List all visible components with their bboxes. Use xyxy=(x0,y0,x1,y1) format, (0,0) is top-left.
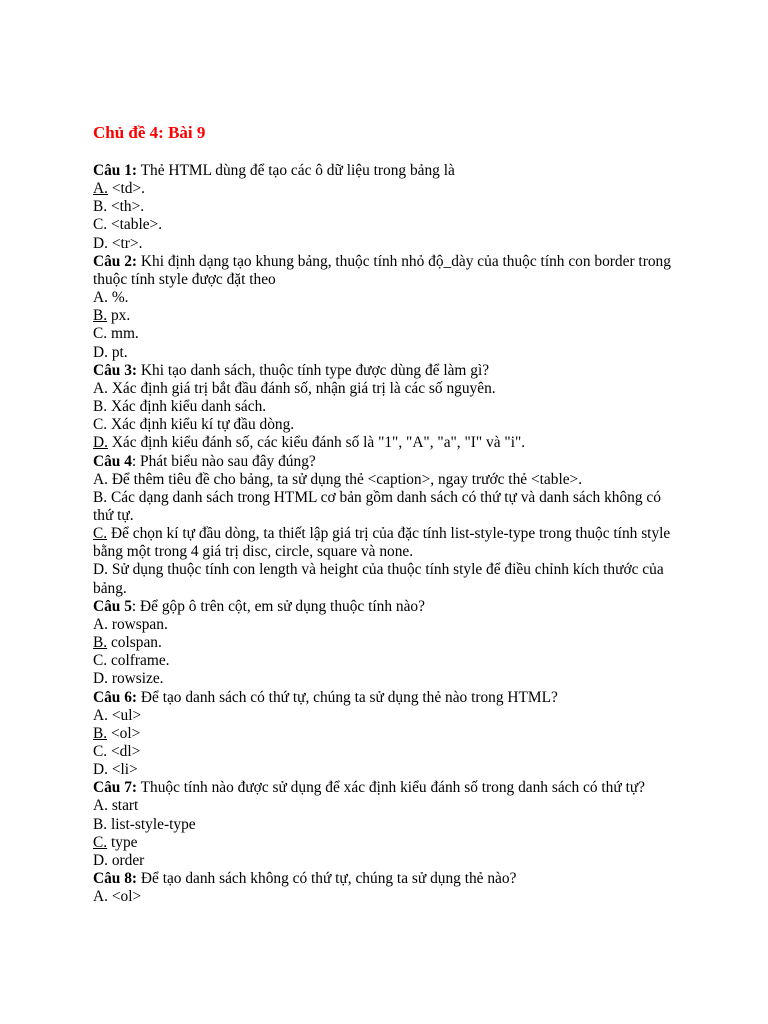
answer-letter: D. xyxy=(93,670,108,688)
answer-text: rowspan. xyxy=(107,615,168,633)
question-text xyxy=(93,598,683,616)
answer-letter: A. xyxy=(93,615,108,633)
answer-letter: A. xyxy=(93,379,108,397)
answer-option xyxy=(93,216,683,234)
answer-text: <ol> xyxy=(107,724,141,742)
answer-option xyxy=(93,888,683,906)
answer-option xyxy=(93,380,683,398)
answer-letter: A. xyxy=(93,797,108,815)
answer-option xyxy=(93,325,683,343)
question-block xyxy=(93,453,683,598)
question-prompt: : Để gộp ô trên cột, em sử dụng thuộc tính nào? xyxy=(131,597,425,615)
answer-option xyxy=(93,725,683,743)
answer-option xyxy=(93,852,683,870)
answer-letter: A. xyxy=(93,470,108,488)
document-page xyxy=(93,121,683,906)
answer-option xyxy=(93,707,683,725)
page-title: Chủ đề 4: Bài 9 xyxy=(93,123,206,142)
answer-option xyxy=(93,344,683,362)
question-number: Câu 1: xyxy=(93,162,138,179)
question-number: Câu 8: xyxy=(93,870,138,888)
correct-answer-letter: A. xyxy=(93,180,108,198)
answer-text: <li> xyxy=(107,761,138,779)
answer-text: Để chọn kí tự đầu dòng, ta thiết lập giá trị của đặc tính list-style-type trong thuộc tính style bằng một trong 4 giá trị disc, circle, square và none. xyxy=(93,525,671,561)
question-number: Câu 4 xyxy=(93,452,132,470)
question-text xyxy=(93,870,683,888)
answer-letter: B. xyxy=(93,198,108,216)
question-number: Câu 6: xyxy=(93,688,138,706)
answer-text: Xác định kiểu danh sách. xyxy=(107,398,267,416)
answer-option xyxy=(93,634,683,652)
answer-text: <td>. xyxy=(107,180,145,198)
question-block xyxy=(93,362,683,453)
answer-option xyxy=(93,398,683,416)
answer-option xyxy=(93,761,683,779)
question-text xyxy=(93,162,683,180)
answer-option xyxy=(93,180,683,198)
answer-option xyxy=(93,670,683,688)
answer-text: pt. xyxy=(107,343,128,361)
question-text xyxy=(93,253,683,289)
correct-answer-letter: B. xyxy=(93,724,108,742)
answer-text: list-style-type xyxy=(107,815,196,833)
answer-option xyxy=(93,416,683,434)
answer-text: mm. xyxy=(107,325,139,343)
question-block xyxy=(93,253,683,362)
answer-text: Xác định kiểu kí tự đầu dòng. xyxy=(107,416,295,434)
answer-text: rowsize. xyxy=(107,670,164,688)
answer-letter: D. xyxy=(93,561,108,579)
answer-letter: C. xyxy=(93,325,108,343)
question-text xyxy=(93,689,683,707)
answer-letter: D. xyxy=(93,234,108,252)
answer-text: %. xyxy=(107,289,129,307)
answer-text: type xyxy=(107,833,138,851)
answer-option xyxy=(93,561,683,597)
answer-option xyxy=(93,489,683,525)
answer-option xyxy=(93,434,683,452)
answer-letter: A. xyxy=(93,888,108,906)
answer-text: Để thêm tiêu đề cho bảng, ta sử dụng thẻ <caption>, ngay trước thẻ <table>. xyxy=(107,470,583,488)
answer-option xyxy=(93,198,683,216)
question-number: Câu 3: xyxy=(93,361,138,379)
answer-text: px. xyxy=(107,307,131,325)
answer-text: Xác định giá trị bắt đầu đánh số, nhận giá trị là các số nguyên. xyxy=(107,379,496,397)
answer-text: Xác định kiểu đánh số, các kiểu đánh số là "1", "A", "a", "I" và "i". xyxy=(107,434,526,452)
answer-letter: C. xyxy=(93,743,108,760)
answer-letter: D. xyxy=(93,851,108,869)
answer-option xyxy=(93,471,683,489)
answer-letter: B. xyxy=(93,398,108,416)
correct-answer-letter: C. xyxy=(93,833,108,851)
answer-text: <ul> xyxy=(107,706,142,724)
answer-option xyxy=(93,652,683,670)
answer-letter: B. xyxy=(93,815,108,833)
answer-text: <table>. xyxy=(107,216,163,234)
question-text xyxy=(93,453,683,471)
question-list xyxy=(93,162,683,906)
question-prompt: : Phát biểu nào sau đây đúng? xyxy=(131,452,316,470)
answer-text: Sử dụng thuộc tính con length và height của thuộc tính style để điều chỉnh kích thước của bảng. xyxy=(93,561,664,597)
answer-text: <tr>. xyxy=(107,234,143,252)
answer-text: colframe. xyxy=(107,652,170,670)
question-block xyxy=(93,870,683,906)
question-prompt: Thẻ HTML dùng để tạo các ô dữ liệu trong bảng là xyxy=(137,162,455,179)
question-block xyxy=(93,162,683,253)
question-block xyxy=(93,598,683,689)
answer-letter: A. xyxy=(93,706,108,724)
answer-letter: B. xyxy=(93,488,108,506)
correct-answer-letter: B. xyxy=(93,634,108,652)
question-prompt: Thuộc tính nào được sử dụng để xác định kiểu đánh số trong danh sách có thứ tự? xyxy=(137,779,646,797)
correct-answer-letter: B. xyxy=(93,307,108,325)
question-prompt: Để tạo danh sách có thứ tự, chúng ta sử dụng thẻ nào trong HTML? xyxy=(137,688,558,706)
answer-letter: C. xyxy=(93,652,108,670)
answer-text: <th>. xyxy=(107,198,145,216)
answer-text: Các dạng danh sách trong HTML cơ bản gồm danh sách có thứ tự và danh sách không có thứ tự. xyxy=(93,488,661,524)
answer-option xyxy=(93,616,683,634)
question-number: Câu 5 xyxy=(93,597,132,615)
answer-text: <dl> xyxy=(107,743,141,760)
question-prompt: Khi tạo danh sách, thuộc tính type được dùng để làm gì? xyxy=(137,361,490,379)
correct-answer-letter: D. xyxy=(93,434,108,452)
answer-option xyxy=(93,289,683,307)
answer-text: <ol> xyxy=(107,888,142,906)
question-number: Câu 7: xyxy=(93,779,138,797)
answer-option xyxy=(93,834,683,852)
correct-answer-letter: C. xyxy=(93,525,108,543)
question-text xyxy=(93,779,683,797)
question-prompt: Khi định dạng tạo khung bảng, thuộc tính nhỏ độ_dày của thuộc tính con border trong thuộc tính style được đặt theo xyxy=(93,252,671,288)
question-block xyxy=(93,689,683,780)
question-prompt: Để tạo danh sách không có thứ tự, chúng ta sử dụng thẻ nào? xyxy=(137,870,517,888)
answer-option xyxy=(93,797,683,815)
answer-text: order xyxy=(107,851,145,869)
question-block xyxy=(93,779,683,870)
answer-option xyxy=(93,307,683,325)
question-number: Câu 2: xyxy=(93,252,138,270)
answer-letter: D. xyxy=(93,343,108,361)
answer-option xyxy=(93,235,683,253)
answer-letter: A. xyxy=(93,289,108,307)
answer-letter: D. xyxy=(93,761,108,779)
answer-option xyxy=(93,525,683,561)
answer-text: start xyxy=(107,797,139,815)
answer-option xyxy=(93,743,683,761)
answer-letter: C. xyxy=(93,416,108,434)
question-text xyxy=(93,362,683,380)
answer-letter: C. xyxy=(93,216,108,234)
answer-option xyxy=(93,816,683,834)
answer-text: colspan. xyxy=(107,634,162,652)
